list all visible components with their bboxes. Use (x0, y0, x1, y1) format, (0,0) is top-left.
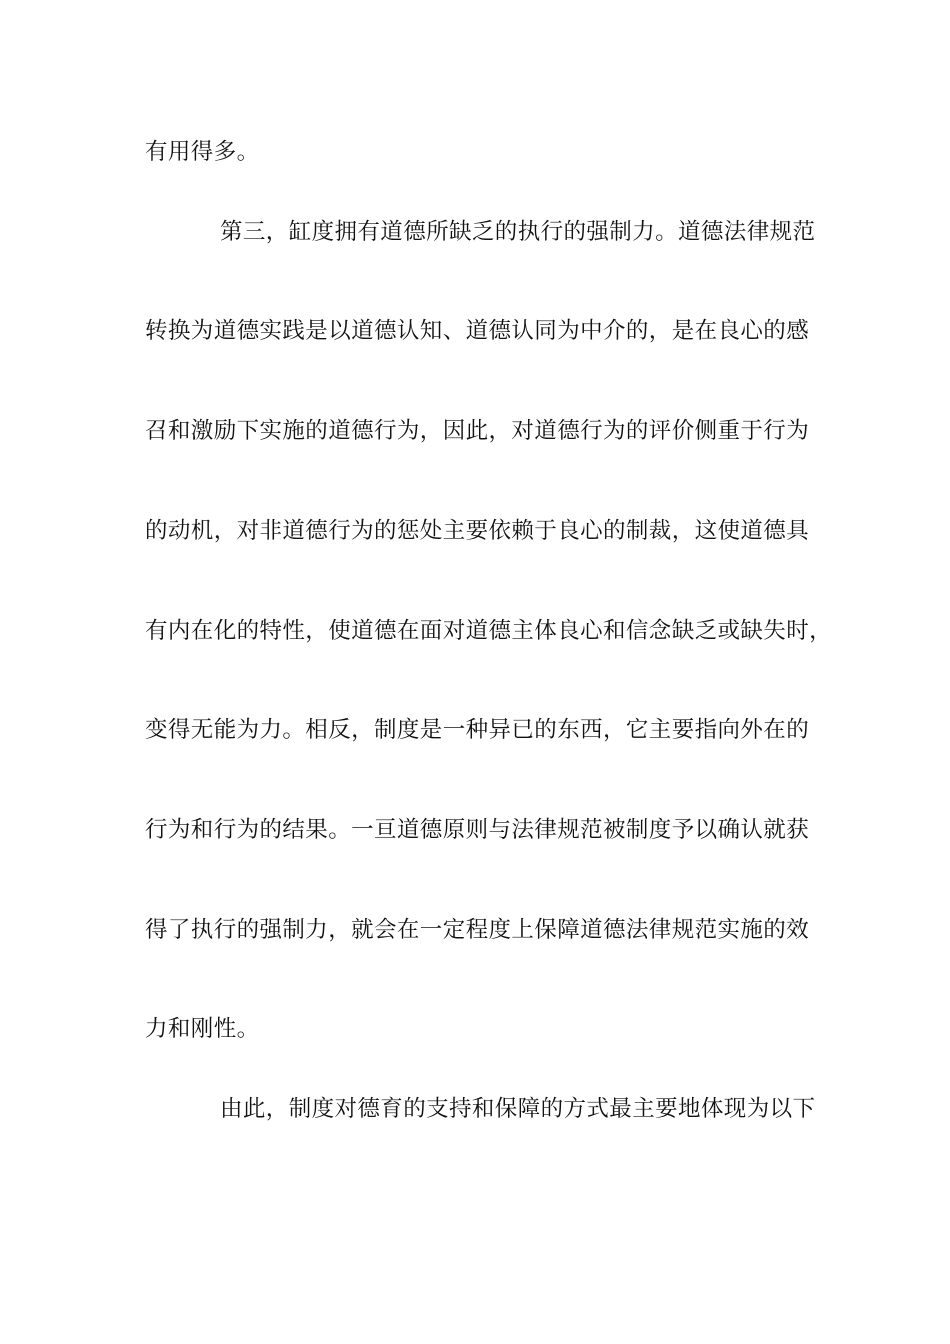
text-line: 行为和行为的结果。一亘道德原则与法律规范被制度予以确认就获 (145, 817, 810, 843)
text-line: 的动机，对非道德行为的惩处主要依赖于良心的制裁，这使道德具 (145, 518, 810, 544)
paragraph-first-line: 由此，制度对德育的支持和保障的方式最主要地体现为以下 (220, 1096, 816, 1122)
text-line: 力和刚性。 (145, 1016, 260, 1042)
text-line: 变得无能为力。相反，制度是一种异已的东西，它主要指向外在的 (145, 717, 810, 743)
text-line: 得了执行的强制力，就会在一定程度上保障道德法律规范实施的效 (145, 917, 810, 943)
text-line: 转换为道德实践是以道德认知、道德认同为中介的，是在良心的感 (145, 318, 810, 344)
text-line: 有内在化的特性，使道德在面对道德主体良心和信念缺乏或缺失时， (145, 618, 833, 644)
text-line: 召和激励下实施的道德行为，因此，对道德行为的评价侧重于行为 (145, 418, 810, 444)
text-line: 有用得多。 (145, 139, 260, 165)
paragraph-first-line: 第三，缸度拥有道德所缺乏的执行的强制力。道德法律规范 (220, 219, 816, 245)
